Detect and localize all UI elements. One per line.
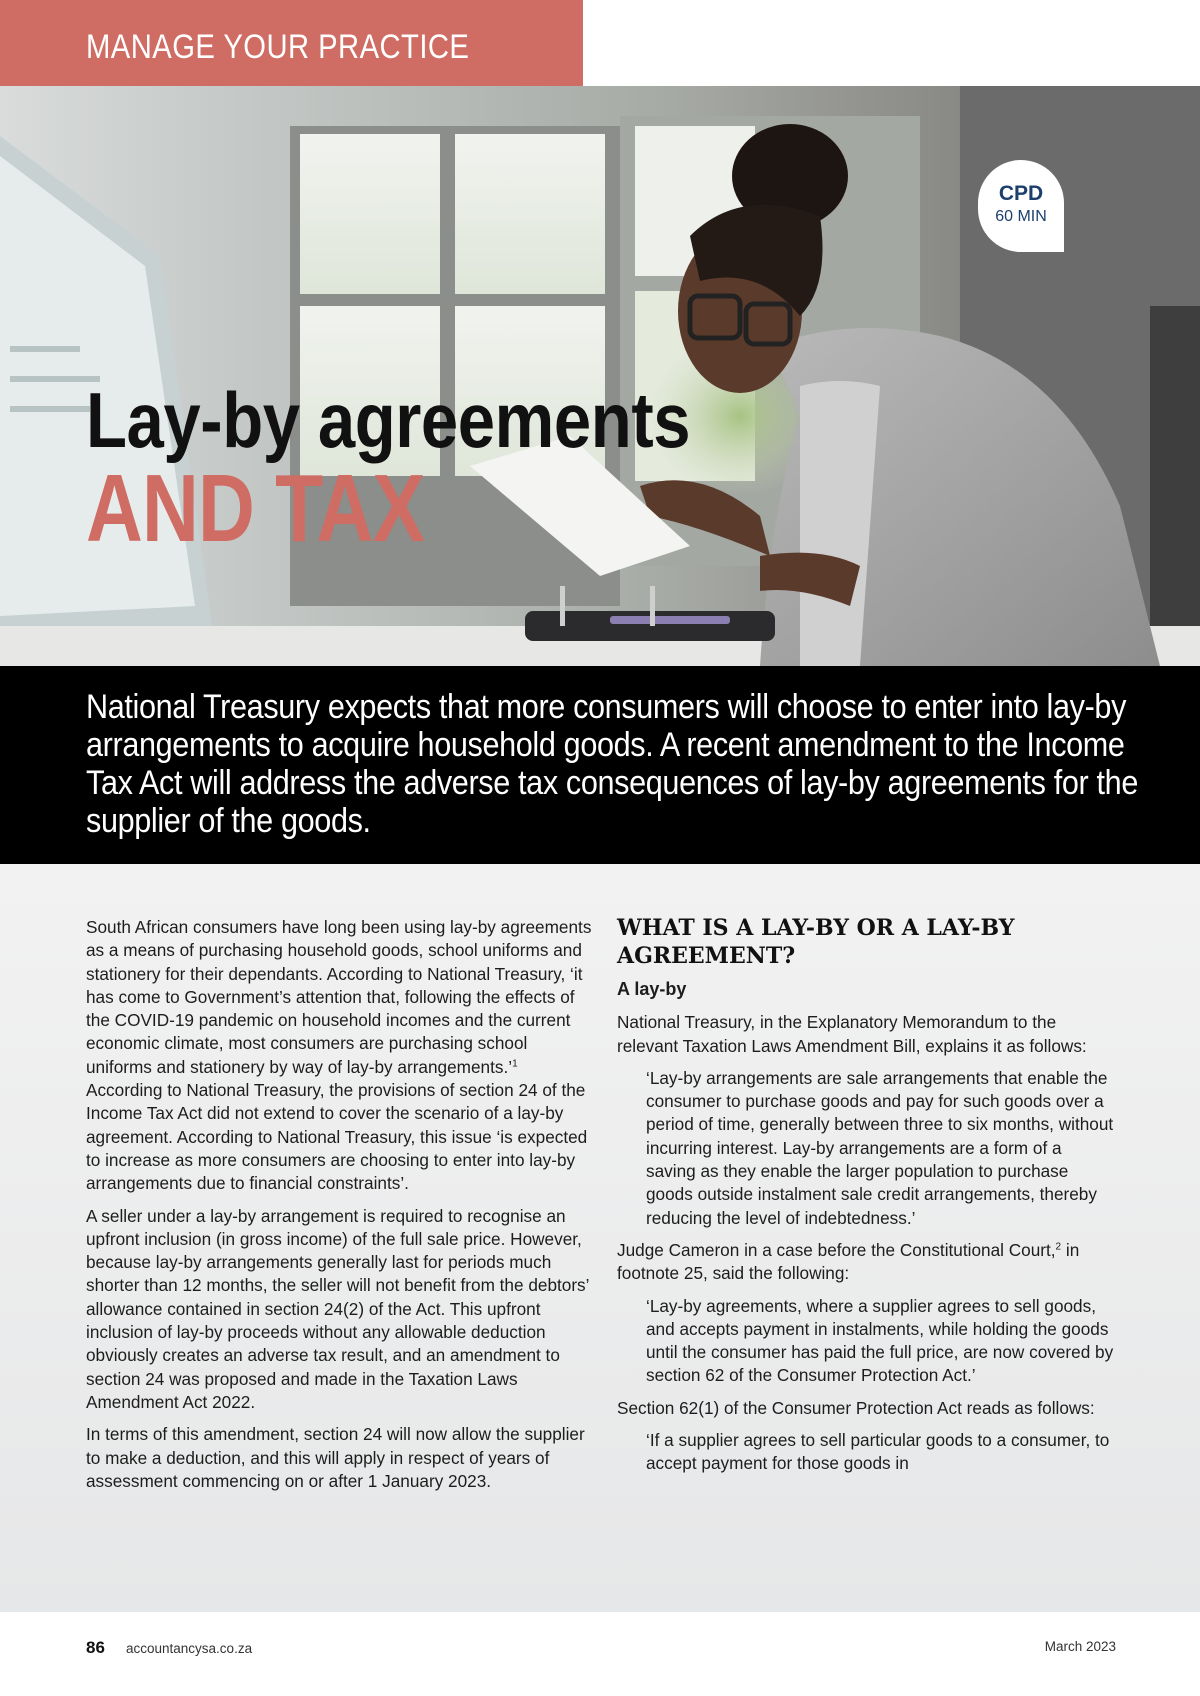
article-body (0, 864, 1200, 1612)
section-heading: WHAT IS A LAY-BY OR A LAY-BY AGREEMENT? (617, 915, 1015, 969)
left-column (86, 916, 594, 1502)
intro-text: National Treasury expects that more consumers will choose to enter into lay-by arrangements to acquire household goods. A recent amendment to the Income Tax Act will address the adverse tax consequences of lay-by agreements for the supplier of the goods. (86, 688, 1139, 840)
page-number: 86 (86, 1638, 105, 1657)
page-footer (0, 1612, 1200, 1696)
headline-line-2: AND TAX (86, 455, 425, 562)
footnote-ref: 2 (1055, 1241, 1062, 1253)
paragraph (86, 916, 594, 1196)
section-tab (0, 0, 583, 86)
paragraph-text: in footnote 25, said the following: (617, 1239, 1080, 1284)
block-quote: ‘If a supplier agrees to sell particular goods to a consumer, to accept payment for those goods in (646, 1430, 1110, 1474)
paragraph: Section 62(1) of the Consumer Protection Act reads as follows: (617, 1397, 1095, 1418)
cpd-title: CPD (998, 182, 1044, 205)
paragraph (617, 1239, 1115, 1286)
issue-date: March 2023 (1044, 1639, 1116, 1654)
paragraph-text: Judge Cameron in a case before the Constitutional Court, (617, 1239, 1056, 1260)
block-quote: ‘Lay-by arrangements are sale arrangements that enable the consumer to purchase goods and pay for such goods over a period of time, generally between three to six months, without incurring interest. Lay-by arrangements are a form of a saving as they enable the larger population to purchase goods outside instalment sale credit arrangements, thereby reducing the level of indebtedness.’ (646, 1067, 1114, 1228)
block-quote: ‘Lay-by agreements, where a supplier agrees to sell goods, and accepts payment in instalments, while holding the goods until the consumer has paid the full price, are now covered by section 62 of the Consumer Protection Act.’ (646, 1295, 1114, 1386)
right-column (617, 916, 1115, 1485)
paragraph: A seller under a lay-by arrangement is required to recognise an upfront inclusion (in gross income) of the full sale price. However, because lay-by arrangements generally last for periods much shorter than 12 months, the seller will not benefit from the debtors’ allowance contained in section 24(2) of the Act. This upfront inclusion of lay-by proceeds without any allowable deduction obviously creates an adverse tax result, and an amendment to section 24 was proposed and made in the Taxation Laws Amendment Act 2022. (86, 1205, 589, 1412)
paragraph: National Treasury, in the Explanatory Memorandum to the relevant Taxation Laws Amendment Bill, explains it as follows: (617, 1012, 1087, 1056)
cpd-badge (978, 160, 1064, 252)
headline-line-1: Lay-by agreements (86, 376, 691, 464)
paragraph: In terms of this amendment, section 24 will now allow the supplier to make a deduction, and this will apply in respect of years of assessment commencing on or after 1 January 2023. (86, 1424, 585, 1491)
website-link[interactable]: accountancysa.co.za (126, 1641, 253, 1656)
section-label: MANAGE YOUR PRACTICE (86, 28, 470, 66)
paragraph-text: According to National Treasury, the provisions of section 24 of the Income Tax Act did not extend to cover the scenario of a lay-by agreement. According to National Treasury, this issue ‘is expected to increase as more consumers are choosing to enter into lay-by arrangements due to financial constraints’. (86, 1080, 588, 1194)
intro-banner (0, 666, 1200, 864)
footnote-ref: 1 (512, 1058, 518, 1070)
cpd-duration: 60 MIN (995, 208, 1047, 225)
subheading: A lay-by (617, 979, 687, 999)
paragraph-text: South African consumers have long been using lay-by agreements as a means of purchasing household goods, school uniforms and stationery for their dependants. According to National Treasury, ‘it has come to Government’s attention that, following the effects of the COVID-19 pandemic on household incomes and the current economic climate, most consumers are purchasing school uniforms and stationery by way of lay-by arrangements.’ (86, 917, 592, 1077)
